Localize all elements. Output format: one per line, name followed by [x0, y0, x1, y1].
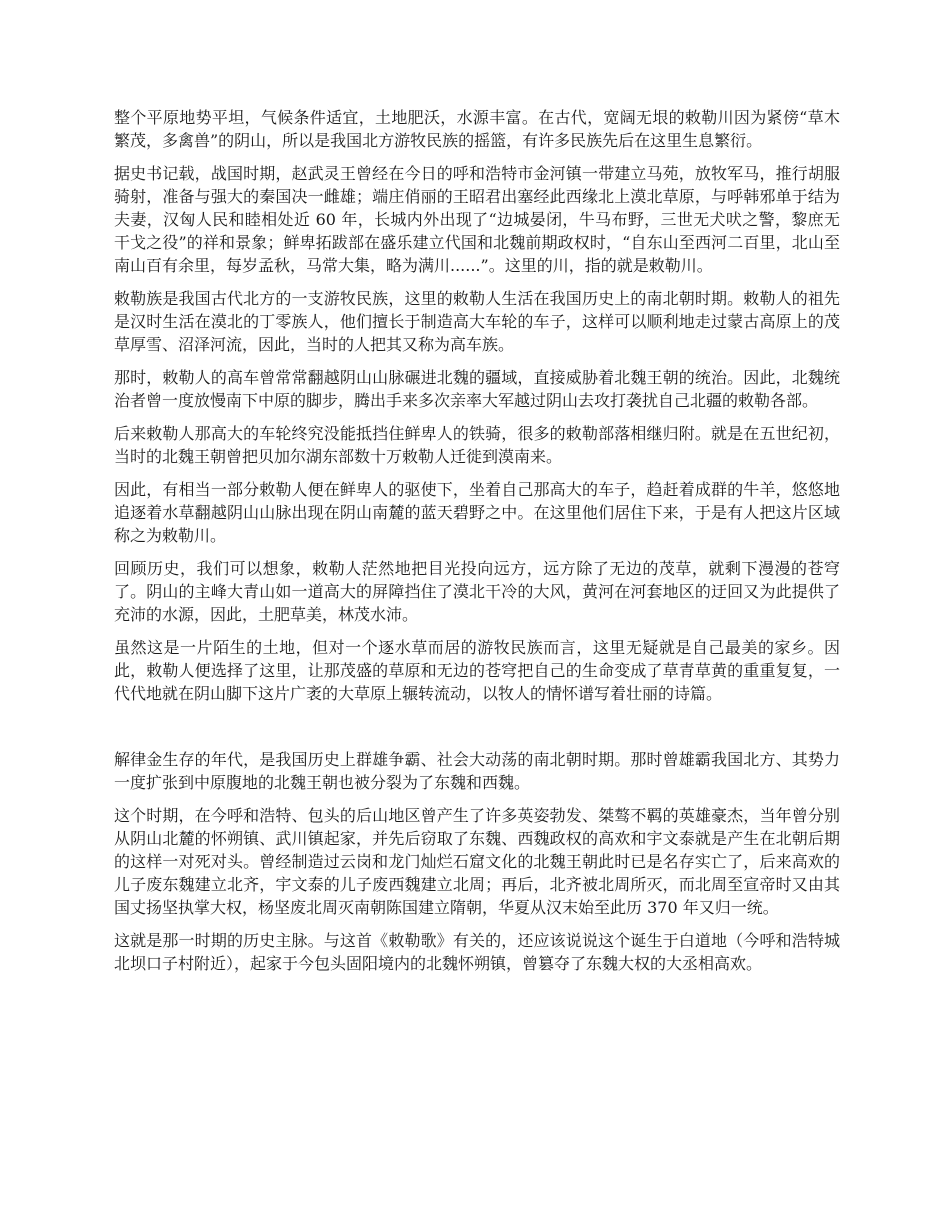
- paragraph: 这个时期，在今呼和浩特、包头的后山地区曾产生了许多英姿勃发、桀骜不羁的英雄豪杰，当年曾分别从阴山北麓的怀朔镇、武川镇起家，并先后窃取了东魏、西魏政权的高欢和宇文泰就是产生在北朝后期的这样一对死对头。曾经制造过云岗和龙门灿烂石窟文化的北魏王朝此时已是名存实亡了，后来高欢的儿子废东魏建立北齐，宇文泰的儿子废西魏建立北周；再后，北齐被北周所灭，而北周至宣帝时又由其国丈扬坚执掌大权，杨坚废北周灭南朝陈国建立隋朝，华夏从汉末始至此历 370 年又归一统。: [114, 806, 840, 917]
- paragraph: 那时，敕勒人的高车曾常常翻越阴山山脉碾进北魏的疆域，直接威胁着北魏王朝的统治。因此，北魏统治者曾一度放慢南下中原的脚步，腾出手来多次亲率大军越过阴山去攻打袭扰自己北疆的敕勒各部。: [114, 368, 840, 410]
- paragraph: 回顾历史，我们可以想象，敕勒人茫然地把目光投向远方，远方除了无边的茂草，就剩下漫漫的苍穹了。阴山的主峰大青山如一道高大的屏障挡住了漠北干冷的大风，黄河在河套地区的迂回又为此提供了充沛的水源，因此，土肥草美，林茂水沛。: [114, 559, 840, 624]
- paragraph: 敕勒族是我国古代北方的一支游牧民族，这里的敕勒人生活在我国历史上的南北朝时期。敕勒人的祖先是汉时生活在漠北的丁零族人，他们擅长于制造高大车轮的车子，这样可以顺利地走过蒙古高原上的茂草厚雪、沼泽河流，因此，当时的人把其又称为高车族。: [114, 289, 840, 354]
- paragraph: 这就是那一时期的历史主脉。与这首《敕勒歌》有关的，还应该说说这个诞生于白道地（今呼和浩特城北坝口子村附近），起家于今包头固阳境内的北魏怀朔镇，曾篡夺了东魏大权的大丞相高欢。: [114, 931, 840, 973]
- paragraph: 据史书记载，战国时期，赵武灵王曾经在今日的呼和浩特市金河镇一带建立马苑，放牧军马，推行胡服骑射，准备与强大的秦国决一雌雄；端庄俏丽的王昭君出塞经此西缘北上漠北草原，与呼韩邪单于结为夫妻，汉匈人民和睦相处近 60 年，长城内外出现了“边城晏闭，牛马布野，三世无犬吠之警，黎庶无干戈之役”的祥和景象；鲜卑拓跋部在盛乐建立代国和北魏前期政权时，“自东山至西河二百里，北山至南山百有余里，每岁孟秋，马常大集，略为满川......”。这里的川，指的就是敕勒川。: [114, 164, 840, 275]
- paragraph: 解律金生存的年代，是我国历史上群雄争霸、社会大动荡的南北朝时期。那时曾雄霸我国北方、其势力一度扩张到中原腹地的北魏王朝也被分裂为了东魏和西魏。: [114, 750, 840, 792]
- paragraph: 因此，有相当一部分敕勒人便在鲜卑人的驱使下，坐着自己那高大的车子，趋赶着成群的牛羊，悠悠地追逐着水草翻越阴山山脉出现在阴山南麓的蓝天碧野之中。在这里他们居住下来，于是有人把这片区域称之为敕勒川。: [114, 480, 840, 545]
- paragraph: 后来敕勒人那高大的车轮终究没能抵挡住鲜卑人的铁骑，很多的敕勒部落相继归附。就是在五世纪初，当时的北魏王朝曾把贝加尔湖东部数十万敕勒人迁徙到漠南来。: [114, 424, 840, 466]
- document-body: [114, 106, 840, 985]
- paragraph: 虽然这是一片陌生的土地，但对一个逐水草而居的游牧民族而言，这里无疑就是自己最美的家乡。因此，敕勒人便选择了这里，让那茂盛的草原和无边的苍穹把自己的生命变成了草青草黄的重重复复，一代代地就在阴山脚下这片广袤的大草原上辗转流动，以牧人的情怀谱写着壮丽的诗篇。: [114, 638, 840, 703]
- paragraph: 整个平原地势平坦，气候条件适宜，土地肥沃，水源丰富。在古代，宽阔无垠的敕勒川因为紧傍“草木繁茂，多禽兽”的阴山，所以是我国北方游牧民族的摇篮，有许多民族先后在这里生息繁衍。: [114, 108, 840, 150]
- section-gap: [114, 715, 840, 748]
